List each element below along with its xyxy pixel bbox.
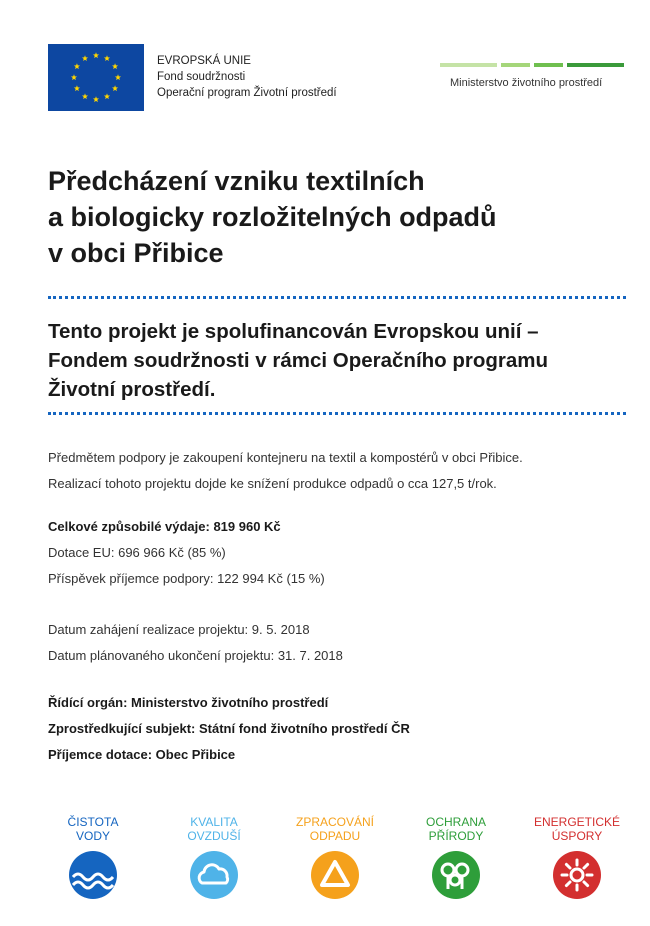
dotted-divider — [48, 296, 626, 299]
sun-icon — [553, 851, 601, 899]
ministry-label: Ministerstvo životního prostředí — [450, 77, 603, 89]
icon-label — [159, 815, 269, 845]
title-line: Předcházení vzniku textilních — [48, 166, 425, 196]
eu-star — [93, 96, 99, 102]
grant-recipient: Příjemce dotace: Obec Přibice — [48, 747, 236, 762]
icon-label-line: OVZDUŠÍ — [187, 829, 241, 843]
icon-waste — [280, 815, 390, 899]
icon-label — [38, 815, 148, 845]
subtitle-line: Fondem soudržnosti v rámci Operačního programu — [48, 349, 549, 372]
end-date: Datum plánovaného ukončení projektu: 31. 7. 2018 — [48, 648, 343, 663]
icon-label-line: ODPADU — [309, 829, 361, 843]
dates-block — [48, 617, 343, 669]
dotted-divider — [48, 412, 626, 415]
eu-fund-text — [157, 53, 337, 101]
eu-star — [74, 63, 80, 69]
icon-label-line: ČISTOTA — [67, 815, 119, 829]
recipient-share: Příspěvek příjemce podpory: 122 994 Kč (15 %) — [48, 571, 325, 586]
project-description — [48, 445, 626, 497]
eu-star — [104, 55, 110, 61]
icon-label-line: ENERGETICKÉ — [533, 815, 620, 829]
eu-star — [104, 93, 110, 99]
ministry-bar — [567, 63, 624, 67]
recycle-triangle-icon — [311, 851, 359, 899]
subtitle-line: Životní prostředí. — [48, 378, 216, 401]
managing-authority: Řídící orgán: Ministerstvo životního prostředí — [48, 695, 329, 710]
icon-label — [280, 815, 390, 845]
icon-water — [38, 815, 148, 899]
eu-flag-logo — [48, 44, 144, 111]
ministry-bar — [440, 63, 497, 67]
ministry-bars — [440, 63, 624, 67]
eu-star — [74, 85, 80, 91]
icon-label-line: OCHRANA — [425, 815, 486, 829]
title-line: v obci Přibice — [48, 238, 224, 268]
eu-line-2: Fond soudržnosti — [157, 71, 246, 83]
cloud-icon — [190, 851, 238, 899]
eu-line-3: Operační program Životní prostředí — [157, 87, 337, 99]
title-line: a biologicky rozložitelných odpadů — [48, 202, 497, 232]
page-title — [48, 163, 608, 271]
eu-star — [93, 52, 99, 58]
icon-nature — [401, 815, 511, 899]
organizations-block — [48, 690, 410, 768]
icon-label-line: VODY — [75, 829, 110, 843]
eu-star — [115, 74, 121, 80]
icon-air — [159, 815, 269, 899]
total-costs: Celkové způsobilé výdaje: 819 960 Kč — [48, 519, 281, 534]
intermediary-body: Zprostředkující subjekt: Státní fond životního prostředí ČR — [48, 721, 410, 736]
water-waves-icon — [69, 851, 117, 899]
icon-label-line: KVALITA — [190, 815, 238, 829]
icon-label-line: ZPRACOVÁNÍ — [295, 815, 374, 829]
cofinancing-statement — [48, 317, 628, 404]
costs-block — [48, 514, 325, 592]
icon-label — [401, 815, 511, 845]
trees-icon — [432, 851, 480, 899]
ministry-logo — [440, 63, 624, 89]
eu-star — [82, 93, 88, 99]
start-date: Datum zahájení realizace projektu: 9. 5. 2018 — [48, 622, 310, 637]
eu-stars-icon — [48, 44, 144, 111]
icon-energy — [522, 815, 632, 899]
icon-label-line: ÚSPORY — [551, 829, 603, 843]
description-line: Předmětem podpory je zakoupení kontejneru na textil a kompostérů v obci Přibice. — [48, 450, 523, 465]
eu-star — [82, 55, 88, 61]
icon-label-line: PŘÍRODY — [428, 829, 484, 843]
subtitle-line: Tento projekt je spolufinancován Evropskou unií – — [48, 320, 539, 343]
ministry-bar — [501, 63, 530, 67]
icon-label — [522, 815, 632, 845]
eu-star — [112, 63, 118, 69]
eu-star — [71, 74, 77, 80]
description-line: Realizací tohoto projektu dojde ke snížení produkce odpadů o cca 127,5 t/rok. — [48, 476, 497, 491]
ministry-bar — [534, 63, 563, 67]
eu-grant: Dotace EU: 696 966 Kč (85 %) — [48, 545, 226, 560]
eu-star — [112, 85, 118, 91]
eu-line-1: EVROPSKÁ UNIE — [157, 55, 251, 67]
